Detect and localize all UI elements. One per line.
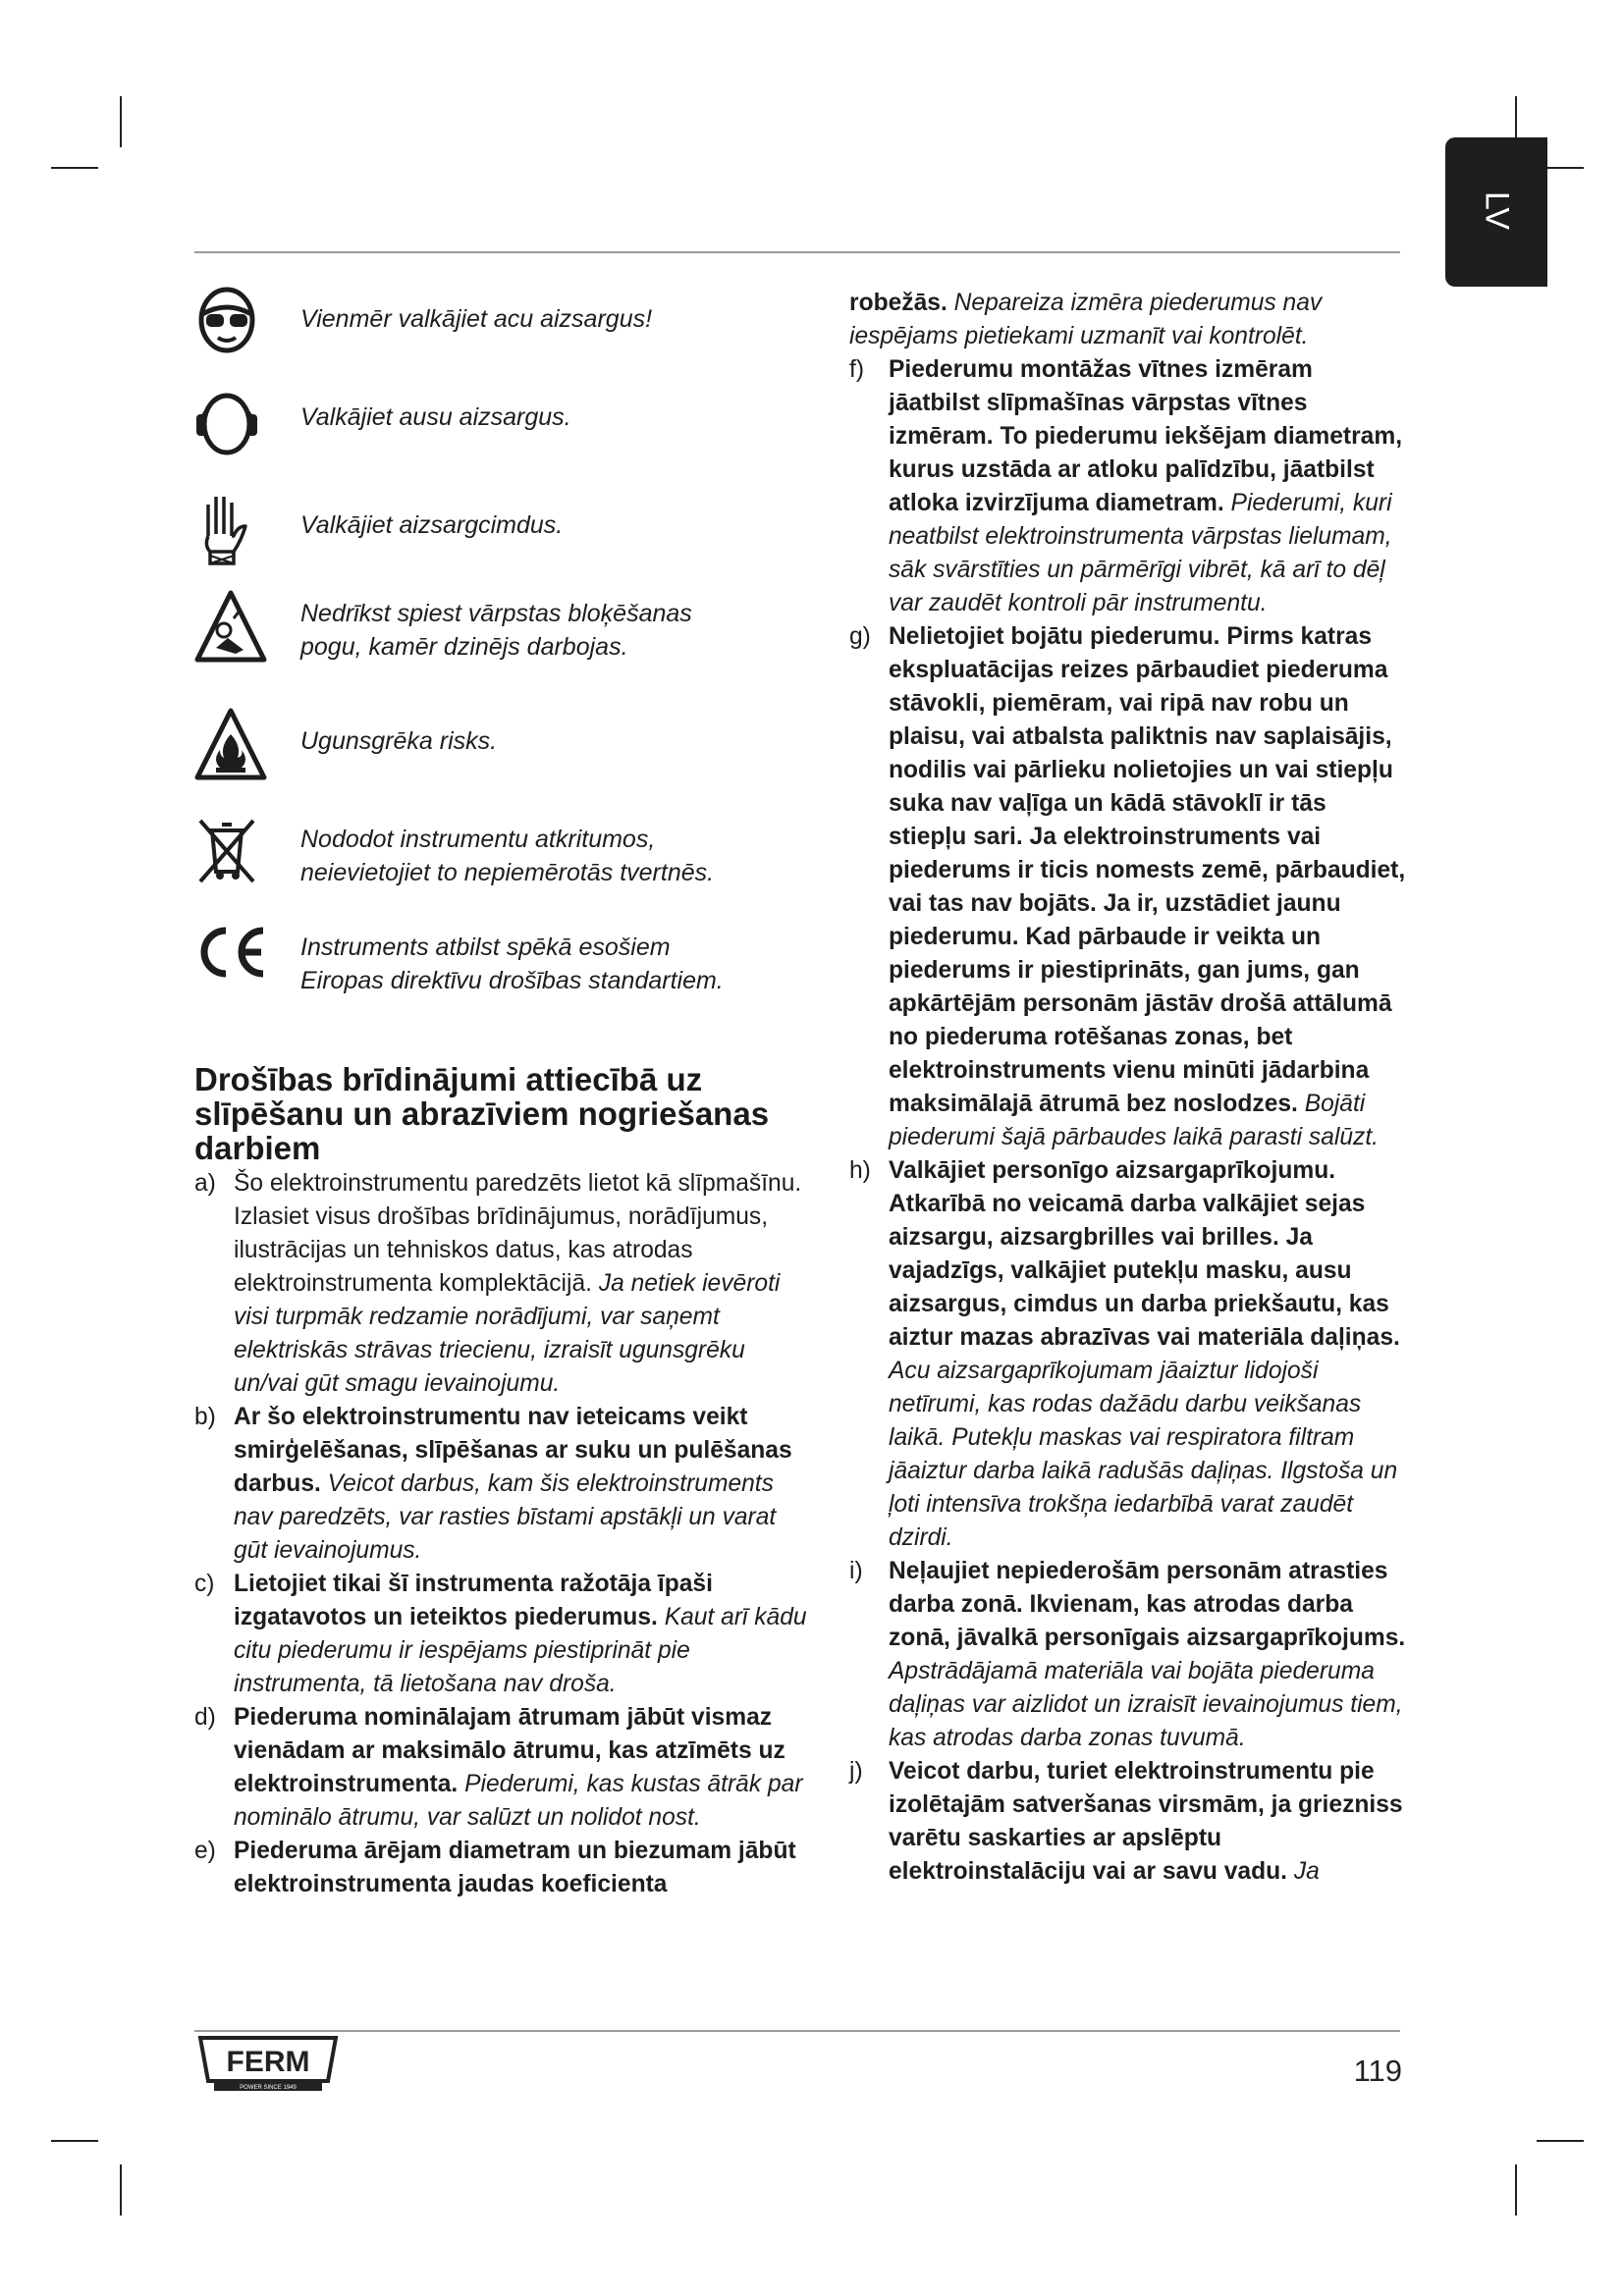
list-item-bold: Lietojiet tikai šī instrumenta ražotāja īpaši izgatavotos un ieteiktos piederumus. (234, 1571, 713, 1630)
list-item (194, 1401, 815, 1568)
list-item-italic: Piederumi, kuri neatbilst elektroinstrumenta vārpstas lielumam, sāk svārstīties un pārmērīgi vibrēt, kā arī to dēļ var zaudēt kontroli pār instrumentu. (889, 490, 1392, 616)
icon-row (194, 923, 815, 1021)
icon-caption-line: Nododot instrumentu atkritumos, (300, 826, 656, 853)
list-item-label: g) (849, 623, 871, 650)
list-item (849, 620, 1409, 1154)
gloves-icon (194, 491, 253, 565)
language-tab (1445, 137, 1547, 287)
header-rule (194, 251, 1400, 253)
continuation-italic: Nepareiza izmēra piederumus nav iespējams pietiekami uzmanīt vai kontrolēt. (849, 290, 1323, 349)
footer-rule (194, 2030, 1400, 2032)
language-tab-label: LV (1478, 190, 1516, 231)
icon-caption-line: Nedrīkst spiest vārpstas bloķēšanas (300, 600, 692, 627)
crop-mark (120, 2164, 122, 2216)
crop-mark (51, 2140, 98, 2142)
crop-mark (1537, 2140, 1584, 2142)
icon-list (194, 285, 815, 1021)
icon-row (194, 383, 815, 491)
crop-mark (120, 96, 122, 147)
safety-glasses-icon (194, 285, 259, 353)
icon-caption (300, 400, 571, 434)
section (194, 1062, 815, 1901)
list-item-label: h) (849, 1157, 871, 1184)
list-item-label: b) (194, 1404, 216, 1430)
icon-caption-line: Valkājiet ausu aizsargus. (300, 403, 571, 431)
continuation-paragraph (849, 287, 1409, 353)
list-item (849, 1555, 1409, 1755)
icon-caption-line: Valkājiet aizsargcimdus. (300, 511, 564, 539)
logo-tagline: POWER SINCE 1949 (240, 2085, 297, 2091)
list-item-bold: Veicot darbu, turiet elektroinstrumentu pie izolētajām satveršanas virsmām, ja griezniss varētu saskarties ar apslēptu elektroinstalāciju vai ar savu vadu. (889, 1758, 1403, 1885)
icon-caption-line: Instruments atbilst spēkā esošiem (300, 934, 671, 961)
list-item-label: c) (194, 1571, 215, 1597)
list-item-italic: Piederumi, kas kustas ātrāk par nominālo ātrumu, var salūzt un nolidot nost. (234, 1771, 803, 1831)
icon-caption-line: pogu, kamēr dzinējs darbojas. (300, 633, 628, 661)
list-item-italic: Apstrādājamā materiāla vai bojāta piederuma daļiņas var aizlidot un izraisīt ievainojumus tiem, kas atrodas darba zonas tuvumā. (889, 1658, 1403, 1751)
crop-mark (51, 167, 98, 169)
list-item-label: f) (849, 356, 865, 383)
list-item (849, 353, 1409, 620)
list-item-bold: Piederuma nominālajam ātrumam jābūt vismaz vienādam ar maksimālo ātrumu, kas atzīmēts uz elektroinstrumenta. (234, 1704, 785, 1797)
icon-caption (300, 724, 497, 758)
list-item (849, 1755, 1409, 1889)
list-item-label: e) (194, 1838, 216, 1864)
section-title: Drošības brīdinājumi attiecībā uz slīpēšanu un abrazīviem nogriešanas darbiem (194, 1061, 770, 1166)
list-item (194, 1568, 815, 1701)
list-item (849, 1154, 1409, 1555)
icon-caption (300, 597, 692, 664)
list-item-label: d) (194, 1704, 216, 1731)
icon-caption (300, 931, 724, 997)
list-item-label: a) (194, 1170, 216, 1197)
continuation-bold: robežās. (849, 290, 947, 316)
list-item-italic: Ja netiek ievēroti visi turpmāk redzamie norādījumi, var saņemt elektriskās strāvas triecienu, izraisīt ugunsgrēku un/vai gūt smagu ievainojumu. (234, 1270, 781, 1397)
fire-hazard-icon (194, 707, 267, 781)
list-item (194, 1701, 815, 1835)
list-item-bold: Piederuma ārējam diametram un biezumam jābūt elektroinstrumenta jaudas koeficienta (234, 1838, 796, 1897)
list-item-italic: Acu aizsargaprīkojumam jāaiztur lidojoši netīrumi, kas rodas dažādu darbu veikšanas laikā. Putekļu maskas vai respiratora filtram jāaiztur darba laikā radušās daļiņas. Ilgstoša un ļoti intensīva trokšņa iedarbībā varat zaudēt dzirdi. (889, 1358, 1398, 1551)
icon-caption-line: neievietojiet to nepiemērotās tvertnēs. (300, 859, 715, 886)
list-item (194, 1835, 815, 1901)
right-column (849, 287, 1409, 1889)
list-item-italic: Kaut arī kādu citu piederumu ir iespējams piestiprināt pie instrumenta, tā lietošana nav droša. (234, 1604, 807, 1697)
icon-row (194, 707, 815, 815)
icon-caption-line: Eiropas direktīvu drošības standartiem. (300, 967, 724, 994)
list-item-bold: Nelietojiet bojātu piederumu. Pirms katras ekspluatācijas reizes pārbaudiet piederuma stāvokli, piemēram, vai ripā nav robu un plaisu, vai atbalsta paliktnis nav saplaisājis, nodilis vai pārlieku nolietojies un vai stiepļu suka nav vaļīga un kādā stāvoklī ir tās stiepļu sari. Ja elektroinstruments vai piederums ir ticis nomests zemē, pārbaudiet, vai tas nav bojāts. Ja ir, uzstādiet jaunu piederumu. Kad pārbaude ir veikta un piederums ir piestiprināts, gan jums, gan apkārtējām personām jāstāv drošā attālumā no piederuma rotēšanas zonas, bet elektroinstruments vienu minūti jādarbina maksimālajā ātrumā bez noslodzes. (889, 623, 1406, 1117)
icon-row (194, 589, 815, 707)
left-item-list (194, 1167, 815, 1901)
list-item-label: i) (849, 1558, 863, 1584)
page-number: 119 (1353, 2054, 1402, 2088)
list-item-italic: Bojāti piederumi šajā pārbaudes laikā parasti salūzt. (889, 1091, 1379, 1150)
logo-text: FERM (226, 2046, 310, 2078)
icon-row (194, 815, 815, 923)
ear-protection-icon (194, 383, 259, 455)
list-item-label: j) (849, 1758, 863, 1785)
list-item-bold: Valkājiet personīgo aizsargaprīkojumu. Atkarībā no veicamā darba valkājiet sejas aizsargu, aizsargbrilles vai brilles. Ja vajadzīgs, valkājiet putekļu masku, ausu aizsargus, cimdus un darba priekšautu, kas aiztur mazas abrazīvas vai materiāla daļiņas. (889, 1157, 1400, 1351)
list-item-bold: Neļaujiet nepiederošām personām atrasties darba zonā. Ikvienam, kas atrodas darba zonā, jāvalkā personīgais aizsargaprīkojums. (889, 1558, 1406, 1651)
icon-caption (300, 302, 652, 336)
weee-bin-icon (194, 815, 259, 887)
icon-caption-line: Ugunsgrēka risks. (300, 727, 498, 755)
right-item-list (849, 353, 1409, 1889)
spindle-lock-warning-icon (194, 589, 267, 664)
list-item-italic: Veicot darbus, kam šis elektroinstruments nav paredzēts, var rasties bīstami apstākļi un varat gūt ievainojumus. (234, 1470, 777, 1564)
ferm-logo (194, 2032, 342, 2095)
icon-caption (300, 823, 714, 889)
icon-row (194, 285, 815, 383)
ce-mark-icon (194, 923, 269, 982)
icon-row (194, 491, 815, 589)
list-item-text: Šo elektroinstrumentu paredzēts lietot kā slīpmašīnu. Izlasiet visus drošības brīdinājumus, norādījumus, ilustrācijas un tehniskos datus, kas atrodas elektroinstrumenta komplektācijā. (234, 1170, 802, 1297)
left-column (194, 285, 815, 1901)
list-item-bold: Ar šo elektroinstrumentu nav ieteicams veikt smirģelēšanas, slīpēšanas ar suku un pulēšanas darbus. (234, 1404, 792, 1497)
icon-caption-line: Vienmēr valkājiet acu aizsargus! (300, 305, 653, 333)
list-item-italic: Ja (1293, 1858, 1320, 1885)
icon-caption (300, 508, 563, 542)
crop-mark (1515, 2164, 1517, 2216)
list-item-bold: Piederumu montāžas vītnes izmēram jāatbilst slīpmašīnas vārpstas vītnes izmēram. To piederumu iekšējam diametram, kurus uzstāda ar atloku palīdzību, jāatbilst atloka izvirzījuma diametram. (889, 356, 1403, 516)
list-item (194, 1167, 815, 1401)
